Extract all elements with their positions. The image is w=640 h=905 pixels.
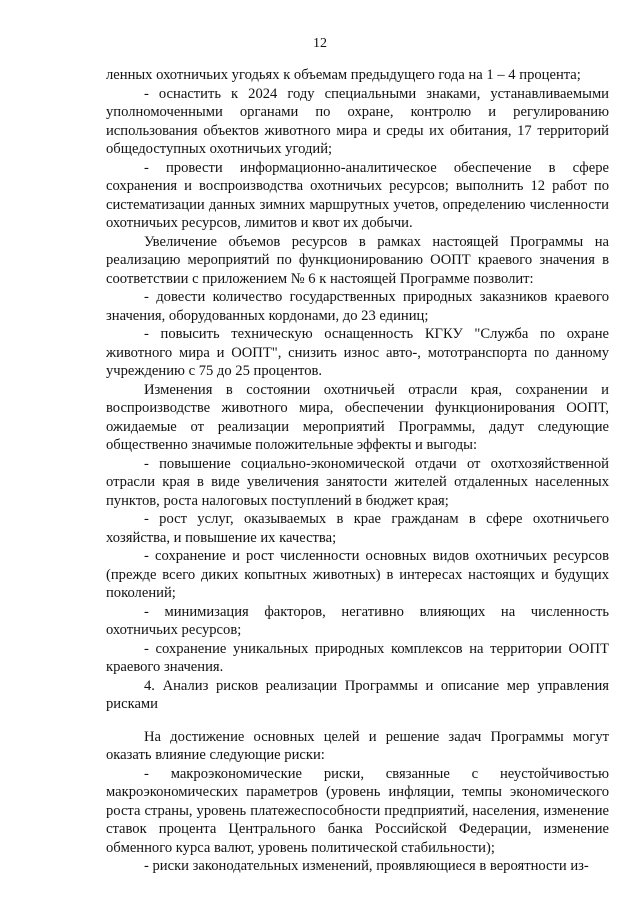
document-body [106, 66, 609, 876]
paragraph: - риски законодательных изменений, проявляющиеся в вероятности из- [144, 858, 589, 874]
paragraph: - макроэкономические риски, связанные с неустойчивостью макроэкономических параметров (уровень инфляции, темпы экономического роста страны, уровень платежеспособности предприятий, населения, изменение ставок процента Центрального банка Российской Федерации, изменение обменного курса валют, уровень политической стабильности); [106, 765, 609, 856]
paragraph: - оснастить к 2024 году специальными знаками, устанавливаемыми уполномоченными органами по охране, контролю и регулированию использования объектов животного мира и среды их обитания, 17 территорий общедоступных охотничьих угодий; [106, 85, 609, 157]
paragraph: На достижение основных целей и решение задач Программы могут оказать влияние следующие риски: [106, 728, 609, 763]
paragraph: - рост услуг, оказываемых в крае гражданам в сфере охотничьего хозяйства, и повышение их качества; [106, 511, 609, 546]
page-number: 12 [313, 36, 327, 51]
paragraph: - сохранение уникальных природных комплексов на территории ООПТ краевого значения. [106, 640, 609, 675]
paragraph: - довести количество государственных природных заказников краевого значения, оборудованных кордонами, до 23 единиц; [106, 289, 609, 324]
paragraph: - повысить техническую оснащенность КГКУ "Служба по охране животного мира и ООПТ", снизить износ авто-, мототранспорта по данному учреждению с 75 до 25 процентов. [106, 326, 609, 379]
paragraphs-bottom [106, 728, 609, 876]
paragraph: ленных охотничьих угодьях к объемам предыдущего года на 1 – 4 процента; [106, 67, 581, 83]
paragraph: - повышение социально-экономической отдачи от охотхозяйственной отрасли края в виде увеличения занятости жителей отдаленных населенных пунктов, роста налоговых поступлений в бюджет края; [106, 455, 609, 509]
paragraph: - провести информационно-аналитическое обеспечение в сфере сохранения и воспроизводства охотничьих ресурсов; выполнить 12 работ по систематизации данных зимних маршрутных учетов, определению численности охотничьих ресурсов, лимитов и квот их добычи. [106, 159, 609, 231]
paragraph: Увеличение объемов ресурсов в рамках настоящей Программы на реализацию мероприятий по функционированию ООПТ краевого значения в соответствии с приложением № 6 к настоящей Программе позволит: [106, 233, 609, 287]
paragraph: Изменения в состоянии охотничьей отрасли края, сохранении и воспроизводстве животного мира, обеспечении функционирования ООПТ, ожидаемые от реализации мероприятий Программы, дадут следующие общественно значимые положительные эффекты и выгоды: [106, 381, 609, 453]
paragraph: - сохранение и рост численности основных видов охотничьих ресурсов (прежде всего диких копытных животных) в интересах настоящих и будущих поколений; [106, 548, 609, 601]
paragraphs-top [106, 66, 609, 677]
paragraph: - минимизация факторов, негативно влияющих на численность охотничьих ресурсов; [106, 603, 609, 638]
section-heading: 4. Анализ рисков реализации Программы и описание мер управления рисками [106, 677, 609, 712]
